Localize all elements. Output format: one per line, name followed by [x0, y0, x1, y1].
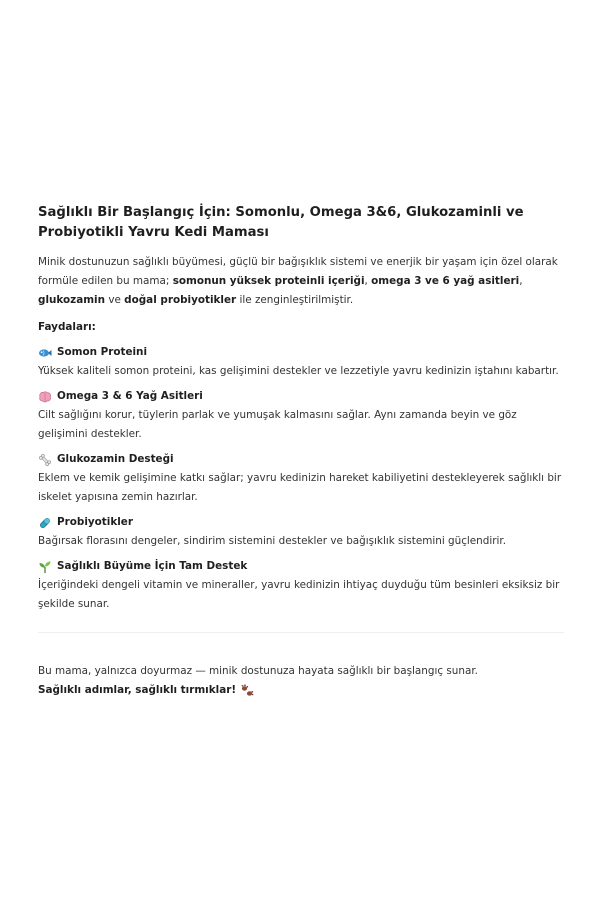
section-divider: [38, 632, 564, 633]
description-section: [38, 203, 564, 620]
intro-text-2: ,: [364, 275, 372, 287]
feature-text: Cilt sağlığını korur, tüylerin parlak ve yumuşak kalmasını sağlar. Aynı zamanda beyin ve göz gelişimini destekler.: [38, 409, 517, 440]
closing-slogan-text: Sağlıklı adımlar, sağlıklı tırmıklar!: [38, 684, 237, 696]
paw-prints-icon: [240, 684, 254, 698]
feature-title: Somon Proteini: [57, 346, 148, 358]
intro-bold-4: doğal probiyotikler: [124, 294, 237, 306]
bone-icon: [38, 453, 52, 467]
intro-bold-3: glukozamin: [38, 294, 106, 306]
intro-bold-1: somonun yüksek proteinli içeriği: [172, 275, 365, 287]
seedling-icon: [38, 560, 52, 574]
intro-text-4: ve: [105, 294, 125, 306]
feature-somon: [38, 343, 564, 381]
benefits-label: Faydaları:: [38, 321, 96, 333]
feature-probiyotik: [38, 513, 564, 551]
feature-title: Probiyotikler: [57, 516, 133, 528]
intro-paragraph: [38, 253, 564, 310]
fish-icon: [38, 346, 52, 360]
intro-bold-2: omega 3 ve 6 yağ asitleri: [371, 275, 520, 287]
intro-text-5: ile zenginleştirilmiştir.: [236, 294, 354, 306]
page-title: Sağlıklı Bir Başlangıç İçin: Somonlu, Omega 3&6, Glukozaminli ve Probiyotikli Yavru Kedi Maması: [38, 205, 524, 240]
feature-title: Glukozamin Desteği: [57, 453, 174, 465]
feature-text: İçeriğindeki dengeli vitamin ve mineraller, yavru kedinizin ihtiyaç duyduğu tüm besinleri eksiksiz bir şekilde sunar.: [38, 579, 560, 610]
feature-buyume: [38, 557, 564, 614]
intro-text-3: ,: [519, 275, 523, 287]
feature-glukozamin: [38, 450, 564, 507]
feature-text: Yüksek kaliteli somon proteini, kas gelişimini destekler ve lezzetiyle yavru kedinizin iştahını kabartır.: [38, 365, 559, 377]
feature-text: Eklem ve kemik gelişimine katkı sağlar; yavru kedinizin hareket kabiliyetini destekleyerek sağlıklı bir iskelet yapısına zemin hazırlar.: [38, 472, 562, 503]
feature-omega: [38, 387, 564, 444]
intro-text-1: Minik dostunuzun sağlıklı büyümesi, güçlü bir bağışıklık sistemi ve enerjik bir yaşam için özel olarak formüle edilen bu mama;: [38, 256, 558, 287]
capsule-icon: [38, 516, 52, 530]
closing-slogan: [38, 681, 564, 700]
brain-icon: [38, 390, 52, 404]
feature-title: Omega 3 & 6 Yağ Asitleri: [57, 390, 203, 402]
feature-text: Bağırsak florasını dengeler, sindirim sistemini destekler ve bağışıklık sistemini güçlendirir.: [38, 535, 507, 547]
closing-line: Bu mama, yalnızca doyurmaz — minik dostunuza hayata sağlıklı bir başlangıç sunar.: [38, 665, 478, 677]
closing-section: [38, 662, 564, 700]
feature-title: Sağlıklı Büyüme İçin Tam Destek: [57, 560, 248, 572]
